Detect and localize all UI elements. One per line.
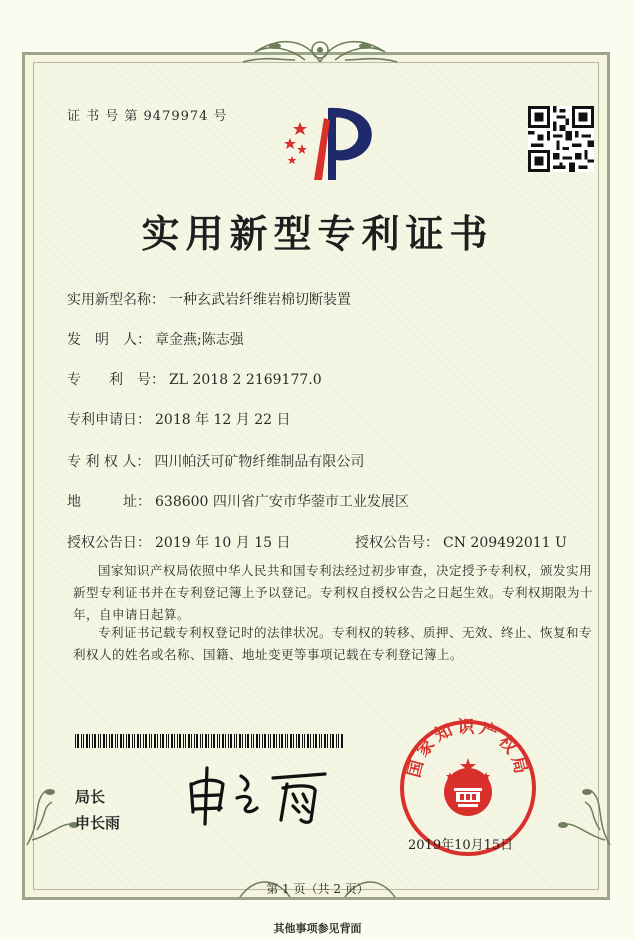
barcode-bar — [196, 734, 198, 748]
barcode-bar — [219, 734, 220, 748]
seal-text: 国家知识产权局 — [404, 718, 532, 780]
barcode-bar — [134, 734, 135, 748]
barcode-bar — [157, 734, 158, 748]
field-utility-model-name: 实用新型名称： 一种玄武岩纤维岩棉切断装置 — [67, 289, 351, 309]
barcode-bar — [115, 734, 116, 748]
barcode-bar — [228, 734, 229, 748]
barcode-bar — [327, 734, 328, 748]
field-value: 一种玄武岩纤维岩棉切断装置 — [169, 292, 351, 308]
barcode-bar — [259, 734, 260, 748]
top-ornament-icon — [235, 30, 405, 70]
barcode-bar — [217, 734, 218, 748]
barcode-bar — [341, 734, 343, 748]
barcode-bar — [117, 734, 118, 748]
barcode-bar — [81, 734, 82, 748]
barcode-bar — [128, 734, 130, 748]
barcode-bar — [166, 734, 167, 748]
barcode-bar — [234, 734, 235, 748]
field-value: CN 209492011 U — [443, 535, 567, 551]
barcode-bar — [194, 734, 195, 748]
barcode-bar — [315, 734, 317, 748]
barcode-bar — [287, 734, 288, 748]
barcode-bar — [103, 734, 105, 748]
barcode-bar — [140, 734, 141, 748]
barcode-bar — [281, 734, 283, 748]
barcode-bar — [94, 734, 96, 748]
field-label: 专 利 号 — [67, 372, 151, 388]
barcode-bar — [213, 734, 215, 748]
field-label: 专 利 权 人 — [67, 454, 137, 470]
field-value: ZL 2018 2 2169177.0 — [169, 372, 322, 388]
barcode-bar — [83, 734, 84, 748]
barcode-bar — [86, 734, 88, 748]
seal-date: 2019年10月15日 — [408, 838, 514, 853]
barcode-bar — [143, 734, 144, 748]
barcode-bar — [171, 734, 173, 748]
barcode-bar — [205, 734, 207, 748]
field-value: 638600 四川省广安市华蓥市工业发展区 — [155, 494, 409, 510]
barcode-bar — [324, 734, 326, 748]
barcode-bar — [262, 734, 263, 748]
barcode-bar — [151, 734, 152, 748]
field-value: 2018 年 12 月 22 日 — [155, 412, 291, 428]
barcode-bar — [191, 734, 192, 748]
field-filing-date: 专利申请日： 2018 年 12 月 22 日 — [67, 409, 291, 429]
barcode-bar — [185, 734, 186, 748]
barcode-bar — [332, 734, 334, 748]
barcode-bar — [321, 734, 322, 748]
barcode-bar — [111, 734, 113, 748]
barcode-bar — [330, 734, 331, 748]
field-label: 实用新型名称 — [67, 292, 151, 308]
barcode-bar — [273, 734, 275, 748]
field-label: 专利申请日 — [67, 412, 137, 428]
barcode-bar — [336, 734, 337, 748]
grant-statement-paragraph: 国家知识产权局依照中华人民共和国专利法经过初步审查，决定授予专利权，颁发实用新型专利证书并在专利登记簿上予以登记。专利权自授权公告之日起生效。专利权期限为十年，自申请日起算。 — [73, 563, 594, 622]
barcode-bar — [253, 734, 254, 748]
barcode-bar — [160, 734, 161, 748]
barcode-bar — [202, 734, 203, 748]
field-patentee: 专 利 权 人： 四川帕沃可矿物纤维制品有限公司 — [67, 451, 364, 471]
barcode-bar — [276, 734, 277, 748]
patent-office-logo — [280, 100, 380, 182]
barcode-bar — [239, 734, 241, 748]
handwritten-signature — [185, 762, 335, 827]
barcode-bar — [168, 734, 169, 748]
barcode-bar — [183, 734, 184, 748]
barcode-bar — [126, 734, 127, 748]
barcode-bar — [236, 734, 237, 748]
barcode-bar — [123, 734, 124, 748]
barcode-bar — [132, 734, 133, 748]
barcode-bar — [225, 734, 226, 748]
barcode-bar — [251, 734, 252, 748]
qr-code — [528, 106, 594, 172]
barcode-bar — [247, 734, 249, 748]
barcode-bar — [208, 734, 209, 748]
barcode-bar — [100, 734, 101, 748]
barcode-bar — [313, 734, 314, 748]
barcode-bar — [145, 734, 147, 748]
barcode-bar — [293, 734, 294, 748]
barcode-bar — [302, 734, 303, 748]
barcode-bar — [245, 734, 246, 748]
barcode-bar — [188, 734, 190, 748]
director-name: 申长雨 — [75, 814, 121, 832]
barcode-bar — [298, 734, 300, 748]
barcode-bar — [285, 734, 286, 748]
field-label: 授权公告号 — [355, 535, 425, 551]
field-grant-number: 授权公告号： CN 209492011 U — [355, 532, 567, 552]
barcode-bar — [162, 734, 164, 748]
field-inventor: 发 明 人： 章金燕;陈志强 — [67, 329, 244, 349]
field-value: 2019 年 10 月 15 日 — [155, 535, 291, 551]
barcode-bar — [109, 734, 110, 748]
barcode-bar — [179, 734, 181, 748]
barcode-bar — [230, 734, 232, 748]
field-patent-number: 专 利 号： ZL 2018 2 2169177.0 — [67, 369, 322, 389]
barcode-bar — [200, 734, 201, 748]
barcode-bar — [211, 734, 212, 748]
barcode-bar — [177, 734, 178, 748]
barcode-bar — [92, 734, 93, 748]
barcode-bar — [137, 734, 139, 748]
barcode-bar — [264, 734, 266, 748]
barcode-bar — [77, 734, 79, 748]
barcode-bar — [268, 734, 269, 748]
page-number: 第 1 页（共 2 页） — [266, 882, 369, 896]
barcode-bar — [149, 734, 150, 748]
barcode-bar — [338, 734, 339, 748]
barcode-bar — [106, 734, 107, 748]
barcode-bar — [279, 734, 280, 748]
field-label: 发 明 人 — [67, 332, 137, 348]
legal-status-paragraph: 专利证书记载专利权登记时的法律状况。专利权的转移、质押、无效、终止、恢复和专利权人的姓名或名称、国籍、地址变更等事项记载在专利登记簿上。 — [73, 625, 593, 662]
barcode-bar — [307, 734, 309, 748]
field-label: 授权公告日 — [67, 535, 137, 551]
certificate-number: 证 书 号 第 9479974 号 — [67, 109, 228, 124]
corner-ornament-icon — [545, 780, 615, 850]
barcode — [75, 734, 345, 748]
barcode-bar — [75, 734, 76, 748]
field-label: 地 址 — [67, 494, 137, 510]
barcode-bar — [98, 734, 99, 748]
barcode-bar — [270, 734, 271, 748]
barcode-bar — [154, 734, 156, 748]
barcode-bar — [319, 734, 320, 748]
field-address: 地 址： 638600 四川省广安市华蓥市工业发展区 — [67, 491, 409, 511]
field-value: 四川帕沃可矿物纤维制品有限公司 — [154, 454, 365, 470]
barcode-bar — [296, 734, 297, 748]
barcode-bar — [304, 734, 305, 748]
certificate-title: 实用新型专利证书 — [141, 212, 494, 256]
barcode-bar — [256, 734, 258, 748]
barcode-bar — [290, 734, 292, 748]
barcode-bar — [120, 734, 122, 748]
field-value: 章金燕;陈志强 — [155, 332, 244, 348]
field-grant-date: 授权公告日： 2019 年 10 月 15 日 — [67, 532, 291, 552]
footer-note: 其他事项参见背面 — [273, 922, 362, 935]
barcode-bar — [242, 734, 243, 748]
barcode-bar — [310, 734, 311, 748]
director-title: 局长 — [75, 788, 106, 806]
barcode-bar — [222, 734, 224, 748]
barcode-bar — [174, 734, 175, 748]
barcode-bar — [89, 734, 90, 748]
